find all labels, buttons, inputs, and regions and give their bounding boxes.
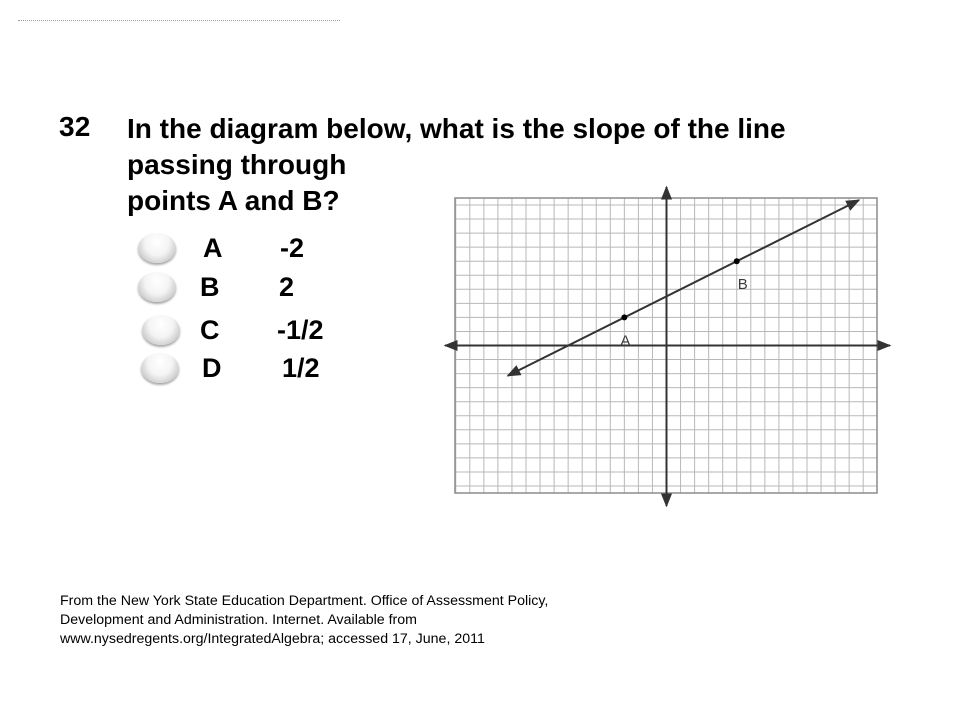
source-line-1: From the New York State Education Department. Office of Assessment Policy, <box>60 593 549 609</box>
source-line-2: Development and Administration. Internet. Available from <box>60 612 417 628</box>
line-ab <box>508 200 859 376</box>
choice-d-value: 1/2 <box>282 353 320 383</box>
point-b-label: B <box>737 276 748 294</box>
question-line-3: points A and B? <box>127 185 340 216</box>
question-line-2: passing through <box>127 149 347 180</box>
point-a-label: A <box>620 332 631 350</box>
choice-c-letter: C <box>200 315 220 345</box>
source-citation <box>60 592 680 649</box>
point-a-dot <box>621 314 627 320</box>
choice-c-value: -1/2 <box>277 315 324 345</box>
choice-a-letter: A <box>203 233 223 263</box>
choice-d-letter: D <box>202 353 222 383</box>
question-line-1: In the diagram below, what is the slope of the line <box>127 113 786 144</box>
source-line-3: www.nysedregents.org/IntegratedAlgebra; accessed 17, June, 2011 <box>60 631 485 647</box>
choice-a-value: -2 <box>280 233 305 263</box>
choice-b-value: 2 <box>279 272 295 302</box>
choice-b-letter: B <box>200 272 220 302</box>
question-number: 32 <box>59 111 91 142</box>
point-b-dot <box>734 258 740 264</box>
